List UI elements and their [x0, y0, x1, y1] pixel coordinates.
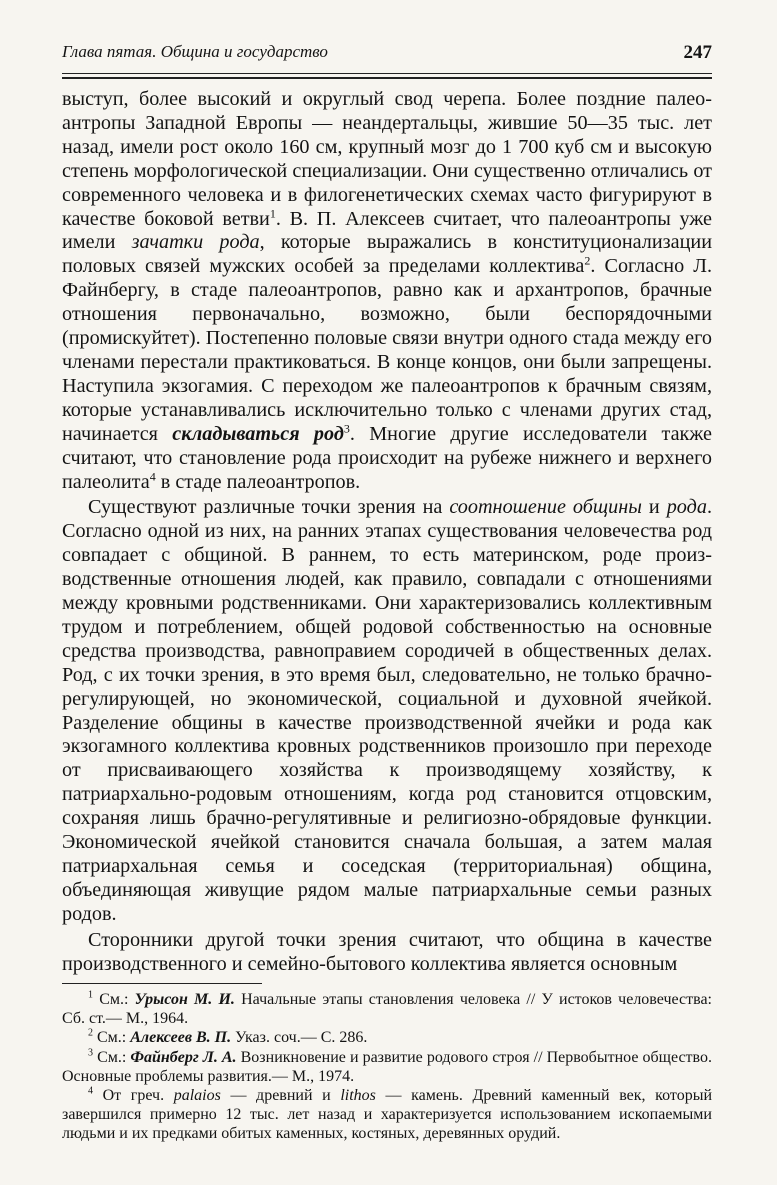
footnote-ref: 2 — [584, 253, 591, 268]
paragraph — [62, 929, 712, 977]
text-run: Возникновение и развитие родового строя // Первобытное общество. Основные проблемы развития.— М., 1974. — [62, 1048, 712, 1085]
body-text — [62, 88, 712, 977]
footnote — [62, 1048, 712, 1086]
text-run: От греч. — [93, 1087, 174, 1105]
text-run: — древний и — [220, 1087, 341, 1105]
paragraph — [62, 88, 712, 494]
footnotes — [62, 990, 712, 1144]
text-run: Начальные этапы становления человека // У истоков человечества: Сб. ст.— М., 1964. — [62, 991, 712, 1028]
text-run: См.: — [93, 991, 135, 1008]
emphasis-italic: lithos — [340, 1087, 376, 1105]
emphasis-italic: рода — [666, 496, 707, 519]
text-run: . Согласно одной из них, на ранних этапах существования человечества род совпадает с общиной. В раннем, то есть материнском, роде производственные отношения людей, как правило, совпадали с отношениями между кровными родственниками. Они характеризовались коллективным трудом и потреблением, общей родовой собственностью на основные средства производства, равноправием сородичей в общественных делах. Род, с их точки зрения, в это время был, следовательно, не только брачно-регулирующей, но экономической, социальной и духовной ячейкой. Разделение общины в качестве производственной ячейки и рода как экзогамного коллектива кровных родственников произошло при переходе от присваивающего хозяйства к производящему хозяйству, к патриархально-родовым отношениям, когда род становится отцовским, сохраняя лишь брачно-регулятивные и религиозно-обрядовые функции. Экономической ячейкой становится сначала большая, а затем малая патриархальная семья и соседская (территориальная) община, объединяющая живущие рядом малые патриархальные семьи разных родов. — [62, 496, 712, 925]
emphasis-bold-italic: Файнберг Л. А. — [130, 1048, 237, 1066]
page-header — [62, 42, 712, 72]
page-number: 247 — [683, 42, 712, 63]
header-rule-thin — [62, 73, 712, 74]
text-run: Сторонники другой точки зрения считают, что община в качестве производственного и семейно-бытового коллектива является основным — [62, 928, 712, 975]
paragraph — [62, 496, 712, 926]
footnote — [62, 1028, 712, 1047]
footnote-ref: 4 — [149, 468, 156, 483]
text-run: выступ, более высокий и округлый свод черепа. Более поздние палеоантропы Западной Европы — неандертальцы, жившие 50—35 тыс. лет назад, имели рост около 160 см, крупный мозг до 1 700 куб см и высокую степень морфологической специализации. Они существенно отличались от современного человека и в филогенетических схемах часто фигурируют в качестве боковой ветви — [62, 88, 712, 230]
footnote-rule — [62, 983, 262, 984]
emphasis-italic: palaios — [173, 1087, 221, 1105]
text-run: Существуют различные точки зрения на — [88, 496, 450, 519]
emphasis-bold-italic: складываться род — [172, 422, 344, 445]
emphasis-bold-italic: Урысон М. И. — [134, 991, 235, 1008]
running-head: Глава пятая. Община и государство — [62, 42, 328, 61]
footnote-ref: 1 — [88, 989, 93, 1001]
text-run: , которые выражались в конституционализации половых связей мужских особей за пределами коллектива — [62, 231, 712, 278]
footnote-ref: 3 — [343, 420, 350, 435]
text-run: См.: — [93, 1029, 131, 1047]
text-run: в стаде палеоантропов. — [155, 470, 361, 493]
footnote — [62, 990, 712, 1028]
footnote-ref: 4 — [88, 1085, 93, 1097]
text-run: — камень. Древний каменный век, который завершился примерно 12 тыс. лет назад и характеризуется использованием ископаемыми людьми и их предками обитых каменных, костяных, деревянных орудий. — [62, 1087, 713, 1143]
text-run: . Согласно Л. Файнбергу, в стаде палеоантропов, равно как и архантропов, брачные отношения первоначально, возможно, были беспорядочными (промискуйтет). Постепенно половые связи внутри одного стада между его членами перестали практиковаться. В конце концов, они были запрещены. Наступила экзогамия. С переходом же палеоантропов к брачным связям, которые устанавливались исключительно только с членами других стад, начинается — [62, 255, 712, 445]
text-run: . Многие другие исследователи также считают, что становление рода происходит на рубеже нижнего и верхнего палеолита — [62, 422, 712, 493]
footnote-ref: 1 — [269, 205, 276, 220]
emphasis-italic: соотношение общины — [449, 496, 642, 519]
text-run: Указ. соч.— С. 286. — [231, 1029, 368, 1047]
footnote — [62, 1086, 712, 1144]
header-rule-thick — [62, 77, 712, 79]
emphasis-italic: зачатки рода — [131, 231, 260, 254]
text-run: См.: — [93, 1048, 131, 1066]
footnote-ref: 2 — [88, 1028, 93, 1040]
footnote-ref: 3 — [88, 1047, 93, 1059]
emphasis-bold-italic: Алексеев В. П. — [130, 1029, 232, 1047]
text-run: и — [641, 496, 667, 519]
text-run: . В. П. Алексеев считает, что палеоантропы уже имели — [62, 207, 712, 254]
